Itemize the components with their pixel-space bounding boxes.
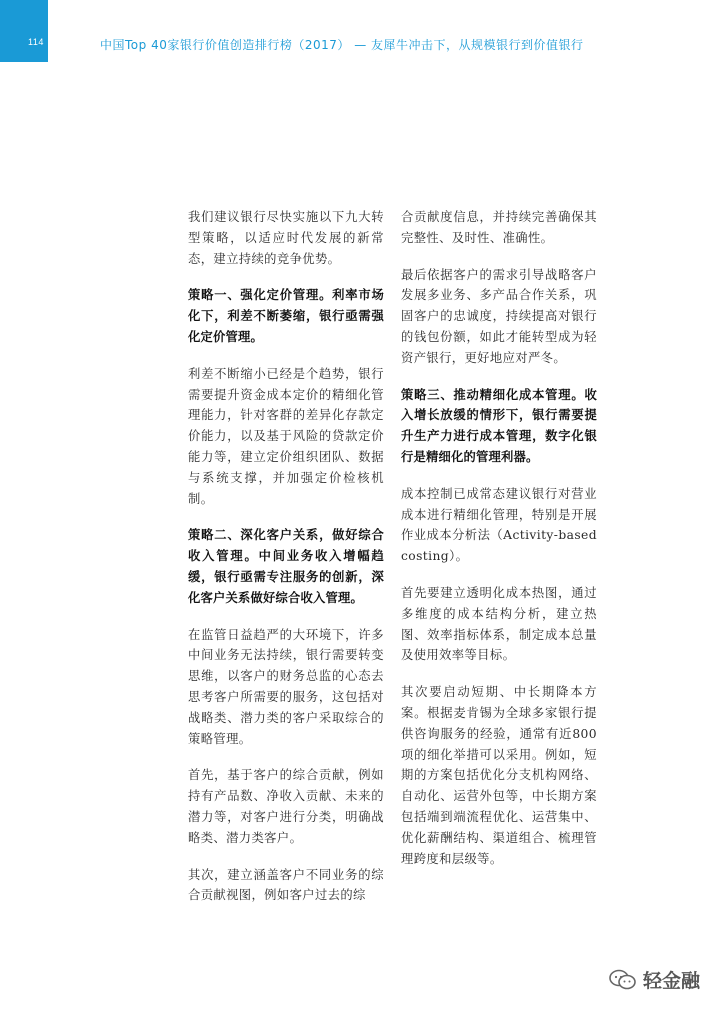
strategy-heading: 策略二、深化客户关系，做好综合收入管理。中间业务收入增幅趋缓，银行亟需专注服务的创新，深化客户关系做好综合收入管理。 [188, 527, 384, 605]
body-paragraph: 合贡献度信息，并持续完善确保其完整性、及时性、准确性。 [401, 210, 597, 245]
body-paragraph: 其次，建立涵盖客户不同业务的综合贡献视图，例如客户过去的综 [188, 867, 384, 903]
page-number-tab [0, 0, 48, 62]
left-text-column [188, 207, 384, 922]
body-paragraph: 利差不断缩小已经是个趋势，银行需要提升资金成本定价的精细化管理能力，针对客群的差异化存款定价能力，以及基于风险的贷款定价能力等，建立定价组织团队、数据与系统支撑，并加强定价检核机制。 [188, 366, 384, 506]
body-paragraph: 首先，基于客户的综合贡献，例如持有产品数、净收入贡献、未来的潜力等，对客户进行分类，明确战略类、潜力类客户。 [188, 768, 384, 845]
body-paragraph: 最后依据客户的需求引导战略客户发展多业务、多产品合作关系，巩固客户的忠诚度，持续提高对银行的钱包份额，如此才能转型成为轻资产银行，更好地应对严冬。 [401, 267, 597, 365]
right-text-column [401, 207, 597, 885]
strategy-heading: 策略一、强化定价管理。利率市场化下，利差不断萎缩，银行亟需强化定价管理。 [188, 287, 384, 344]
watermark [609, 966, 700, 993]
body-paragraph: 成本控制已成常态建议银行对营业成本进行精细化管理，特别是开展作业成本分析法（Activity-based costing）。 [401, 486, 597, 564]
body-paragraph: 首先要建立透明化成本热图，通过多维度的成本结构分析，建立热图、效率指标体系，制定成本总量及使用效率等目标。 [401, 585, 597, 663]
strategy-heading: 策略三、推动精细化成本管理。收入增长放缓的情形下，银行需要提升生产力进行成本管理，数字化银行是精细化的管理利器。 [401, 386, 597, 464]
body-paragraph: 我们建议银行尽快实施以下九大转型策略，以适应时代发展的新常态，建立持续的竞争优势。 [188, 210, 384, 266]
page-number: 114 [28, 37, 44, 47]
watermark-text: 轻金融 [642, 970, 700, 992]
body-paragraph: 在监管日益趋严的大环境下，许多中间业务无法持续，银行需要转变思维，以客户的财务总监的心态去思考客户所需要的服务，这包括对战略类、潜力类的客户采取综合的策略管理。 [188, 627, 384, 746]
wechat-bubble-icon [609, 969, 637, 991]
running-header-title: 中国Top 40家银行价值创造排行榜（2017） — 友犀牛冲击下，从规模银行到价值银行 [100, 38, 584, 52]
body-paragraph: 其次要启动短期、中长期降本方案。根据麦肯锡为全球多家银行提供咨询服务的经验，通常有近800项的细化举措可以采用。例如，短期的方案包括优化分支机构网络、自动化、运营外包等，中长期方案包括端到端流程优化、运营集中、优化薪酬结构、渠道组合、梳理管理跨度和层级等。 [401, 685, 597, 866]
